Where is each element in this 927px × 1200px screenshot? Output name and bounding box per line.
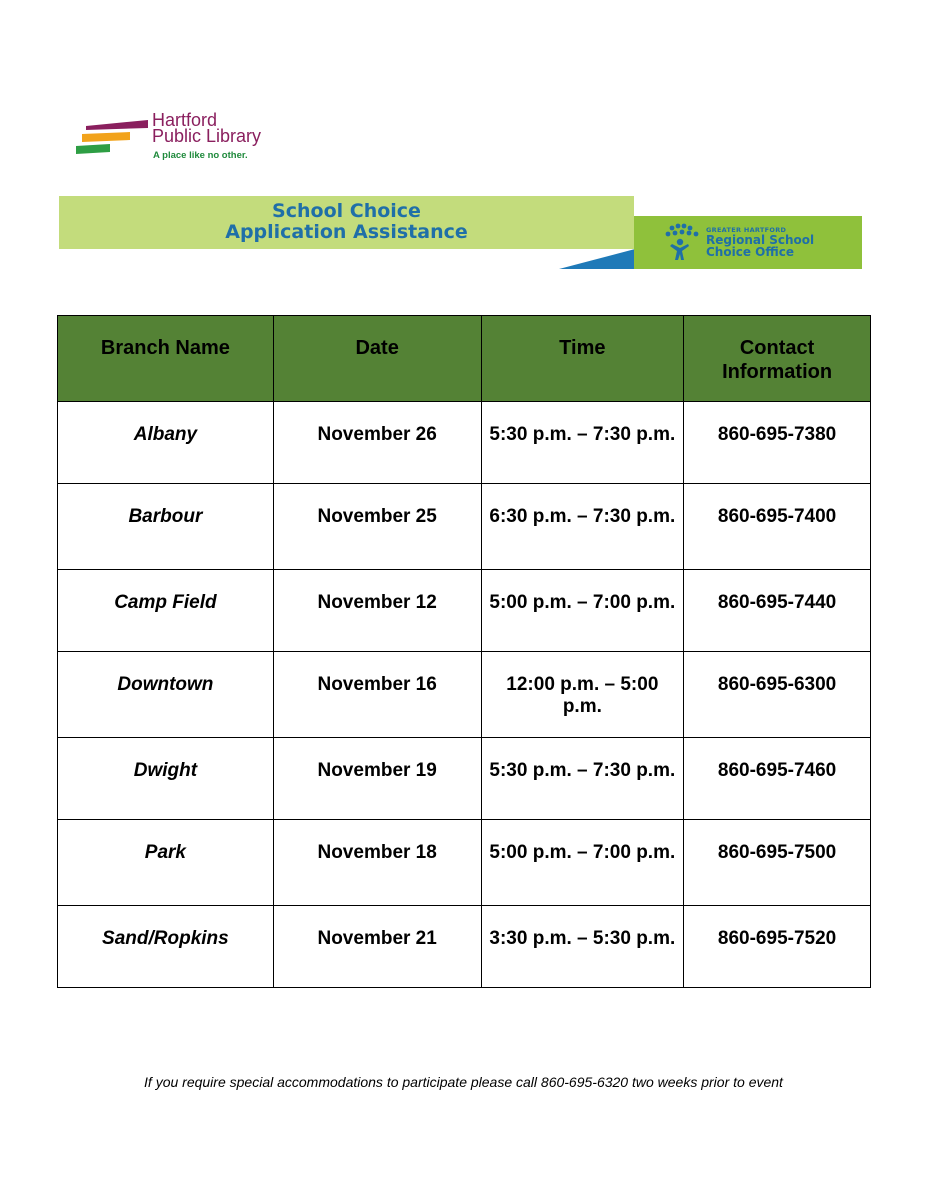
- banner-title-line1: School Choice: [272, 200, 421, 222]
- contact-cell: 860-695-6300: [684, 652, 871, 738]
- branch-cell: Albany: [58, 402, 274, 484]
- contact-cell: 860-695-7440: [684, 570, 871, 652]
- time-cell: 5:00 p.m. – 7:00 p.m.: [481, 820, 684, 906]
- time-cell: 12:00 p.m. – 5:00 p.m.: [481, 652, 684, 738]
- header-branch-name: Branch Name: [58, 316, 274, 402]
- schedule-table: [57, 315, 871, 988]
- regional-school-choice-office-logo: [634, 216, 862, 269]
- contact-cell: 860-695-7400: [684, 484, 871, 570]
- table-row: [58, 738, 871, 820]
- contact-cell: 860-695-7460: [684, 738, 871, 820]
- date-cell: November 16: [273, 652, 481, 738]
- banner-title-line2: Application Assistance: [225, 221, 468, 243]
- date-cell: November 25: [273, 484, 481, 570]
- rsco-line1: Regional School: [706, 233, 815, 247]
- time-cell: 5:30 p.m. – 7:30 p.m.: [481, 402, 684, 484]
- contact-cell: 860-695-7500: [684, 820, 871, 906]
- branch-cell: Dwight: [58, 738, 274, 820]
- branch-cell: Barbour: [58, 484, 274, 570]
- branch-cell: Downtown: [58, 652, 274, 738]
- people-dots-icon: [662, 222, 706, 262]
- date-cell: November 12: [273, 570, 481, 652]
- accommodations-note: If you require special accommodations to participate please call 860-695-6320 two weeks prior to event: [144, 1074, 783, 1090]
- rsco-text: [706, 226, 814, 258]
- branch-cell: Camp Field: [58, 570, 274, 652]
- time-cell: 3:30 p.m. – 5:30 p.m.: [481, 906, 684, 988]
- table-row: [58, 570, 871, 652]
- table-row: [58, 402, 871, 484]
- library-tagline: A place like no other.: [153, 150, 248, 161]
- table-header-row: [58, 316, 871, 402]
- school-choice-banner: [59, 196, 634, 249]
- rsco-line2: Choice Office: [706, 245, 794, 259]
- header-date: Date: [273, 316, 481, 402]
- library-name-line2: Public Library: [152, 126, 262, 146]
- library-name-line1: Hartford: [152, 110, 218, 130]
- header-time: Time: [481, 316, 684, 402]
- table-row: [58, 652, 871, 738]
- date-cell: November 26: [273, 402, 481, 484]
- header-contact-information: Contact Information: [684, 316, 871, 402]
- contact-cell: 860-695-7520: [684, 906, 871, 988]
- hartford-public-library-logo: [74, 112, 314, 172]
- date-cell: November 18: [273, 820, 481, 906]
- date-cell: November 21: [273, 906, 481, 988]
- table-row: [58, 906, 871, 988]
- branch-cell: Park: [58, 820, 274, 906]
- table-row: [58, 484, 871, 570]
- date-cell: November 19: [273, 738, 481, 820]
- blue-triangle-decoration: [559, 248, 639, 269]
- contact-cell: 860-695-7380: [684, 402, 871, 484]
- time-cell: 5:30 p.m. – 7:30 p.m.: [481, 738, 684, 820]
- library-stripes-icon: [74, 120, 154, 160]
- time-cell: 6:30 p.m. – 7:30 p.m.: [481, 484, 684, 570]
- table-row: [58, 820, 871, 906]
- branch-cell: Sand/Ropkins: [58, 906, 274, 988]
- time-cell: 5:00 p.m. – 7:00 p.m.: [481, 570, 684, 652]
- library-name: [152, 112, 261, 144]
- rsco-greater-hartford: GREATER HARTFORD: [706, 226, 787, 234]
